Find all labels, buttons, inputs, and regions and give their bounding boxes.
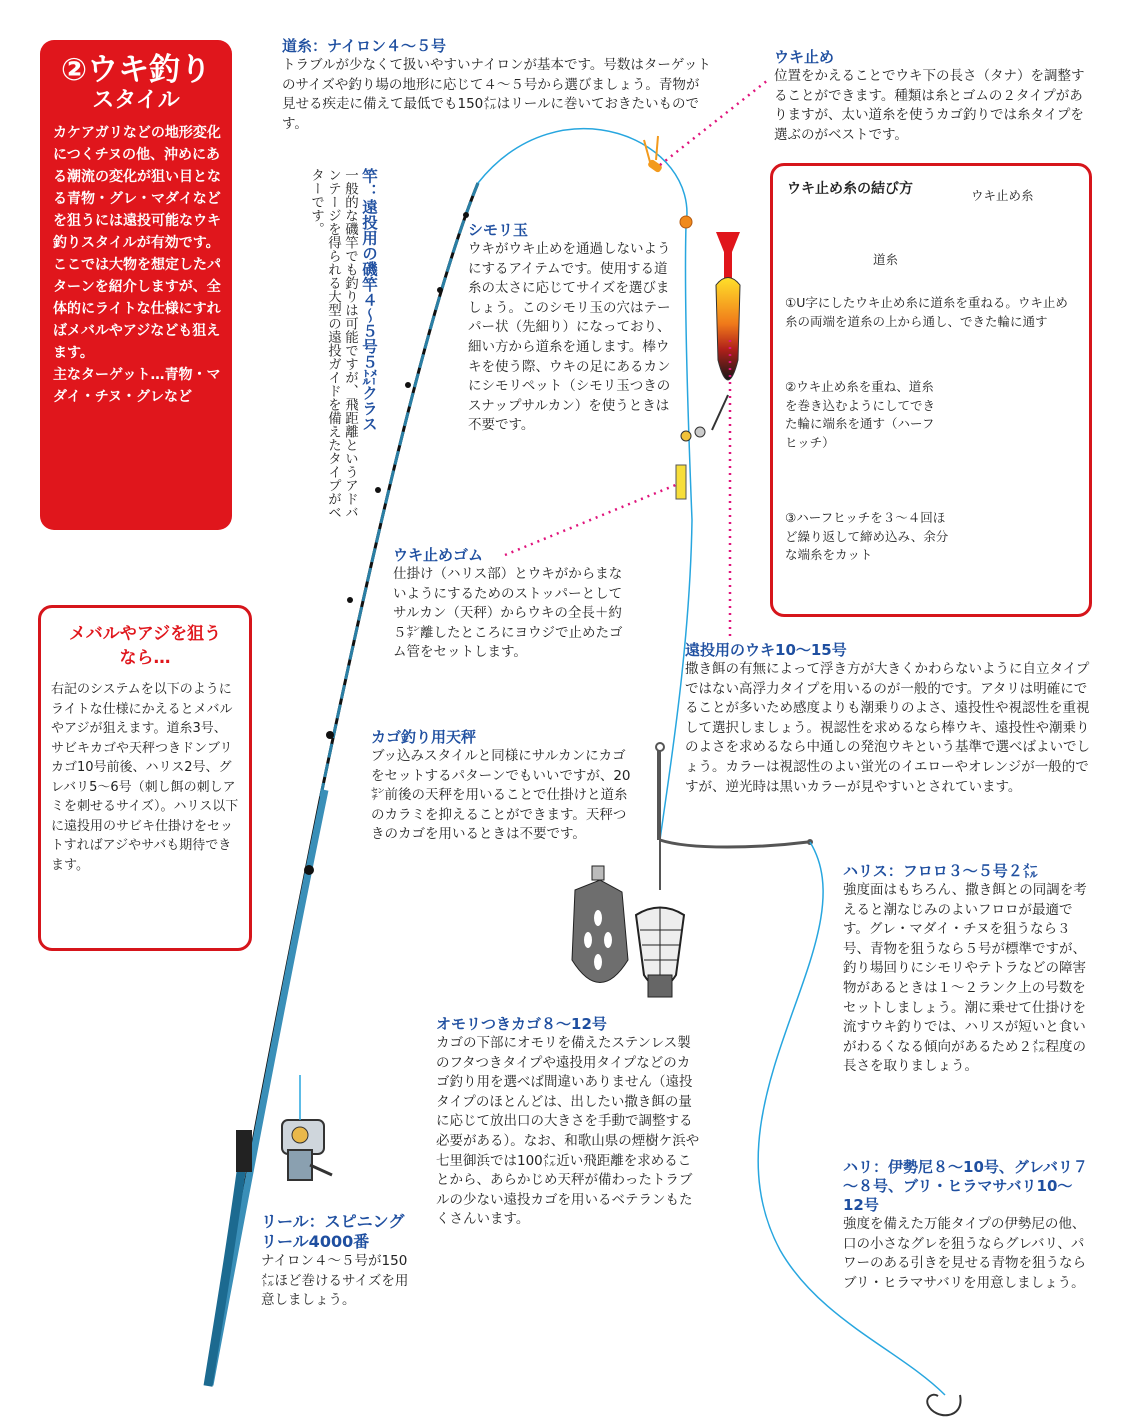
- knot-step-1: ①U字にしたウキ止め糸に道糸を重ねる。ウキ止め糸の両端を道糸の上から通し、できた輪に通す: [785, 295, 1068, 329]
- tenbin-body: ブッ込みスタイルと同様にサルカンにカゴをセットするパターンでもいいですが、20㌢前後の天秤を用いることで仕掛けと道糸のカラミを抑えることができます。天秤つきのカゴを用いるときは不要です。: [371, 748, 631, 843]
- knot-label-ukidome: ウキ止め糸: [971, 188, 1034, 203]
- panel-subtitle: スタイル: [92, 88, 180, 113]
- michiito-callout: [282, 37, 712, 134]
- ukidome-title: ウキ止め: [774, 48, 835, 66]
- knot-label-michiito: 道糸: [873, 252, 899, 267]
- knot-step-3: ③ハーフヒッチを３～４回ほど繰り返して締め込み、余分な端糸をカット: [785, 510, 949, 562]
- shimori-bead: [680, 216, 692, 228]
- reel-body: ナイロン４～５号が150㍍ほど巻けるサイズを用意しましょう。: [261, 1253, 409, 1309]
- gomu-title: ウキ止めゴム: [393, 546, 484, 564]
- hook-callout: [843, 1158, 1093, 1293]
- panel-title: ②ウキ釣り: [60, 52, 212, 88]
- rod-title: 竿：遠投用の磯竿４～５号５㍍クラス: [360, 168, 378, 432]
- rubber-stopper: [676, 465, 686, 499]
- shimori-callout: [468, 221, 672, 436]
- tenbin-title: カゴ釣り用天秤: [371, 728, 477, 746]
- rod-callout: [272, 168, 380, 528]
- tenbin-cage: [636, 908, 684, 998]
- style-panel: [40, 40, 232, 530]
- harisu-title: ハリス：フロロ３～５号２㍍: [843, 862, 1038, 880]
- float: [681, 232, 740, 441]
- panel-body: カケアガリなどの地形変化につくチヌの他、沖めにある潮流の変化が狙い目となる青物・グレ・マダイなどを狙うには遠投可能なウキ釣りスタイルが有効です。ここでは大物を想定したパターンを紹介しますが、全体的にライトな仕様にすればメバルやアジなども狙えます。: [53, 125, 221, 361]
- gomu-callout: [393, 546, 627, 663]
- shimori-title: シモリ玉: [468, 221, 529, 239]
- mebaru-box: [38, 605, 252, 951]
- knot-title: ウキ止め糸の結び方: [787, 181, 913, 197]
- weighted-cage: [572, 866, 628, 983]
- spinning-reel: [236, 1075, 332, 1180]
- michiito-body: トラブルが少なくて扱いやすいナイロンが基本です。号数はターゲットのサイズや釣り場の地形に応じて４～５号から選びましょう。青物が見せる疾走に備えて最低でも150㍍はリールに巻いておきたいものです。: [282, 57, 711, 132]
- knot-step-2: ②ウキ止め糸を重ね、道糸を巻き込むようにしてできた輪に端糸を通す（ハーフヒッチ）: [785, 379, 936, 450]
- gomu-body: 仕掛け（ハリス部）とウキがからまないようにするためのストッパーとしてサルカン（天秤）からウキの全長＋約５㌢離したところにヨウジで止めたゴム管をセットします。: [393, 566, 623, 661]
- mebaru-title: メバルやアジを狙うなら…: [68, 624, 222, 668]
- rod-body: 一般的な磯竿でも釣りは可能ですが、飛距離というアドバンテージを得られる大型の遠投ガイドを備えたタイプがベターです。: [308, 168, 358, 519]
- cage-body: カゴの下部にオモリを備えたステンレス製のフタつきタイプや遠投用タイプなどのカゴ釣り用を選べば間違いありません（遠投タイプのほとんどは、出したい撒き餌の量に応じて放出口の大きさを手動で調整する必要がある）。なお、和歌山県の煙樹ケ浜や七里御浜では100㍍近い飛距離を求めることから、あらかじめ天秤が備わったトラブルの少ない遠投カゴを用いるベテランもたくさんいます。: [436, 1035, 700, 1228]
- reel-title: リール：スピニングリール4000番: [261, 1212, 405, 1251]
- mebaru-body: 右記のシステムを以下のようにライトな仕様にかえるとメバルやアジが狙えます。道糸3号、サビキカゴや天秤つきドンブリカゴ10号前後、ハリス2号、グレバリ5～6号（刺し餌の刺しアミを刺せるサイズ）。ハリス以下に遠投用のサビキ仕掛けをセットすればアジやサバも期待できます。: [51, 682, 239, 873]
- harisu-body: 強度面はもちろん、撒き餌との同調を考えると潮なじみのよいフロロが最適です。グレ・マダイ・チヌを狙うなら３号、青物を狙うなら５号が標準ですが、釣り場回りにシモリやテトラなどの障害物があるときは１～２ランク上の号数をセットしましょう。潮に乗せて仕掛けを流すウキ釣りでは、ハリスが短いと食いがわるくなる傾向があるため２㍍程度の長さを取りましょう。: [843, 882, 1087, 1075]
- uki-stopper-knot: [644, 136, 663, 173]
- ukidome-callout: [774, 48, 1092, 145]
- reel-callout: [261, 1212, 413, 1311]
- knot-box: [770, 163, 1092, 617]
- harisu-callout: [843, 862, 1093, 1077]
- cage-title: オモリつきカゴ８～12号: [436, 1015, 607, 1033]
- panel-targets: 主なターゲット…青物・マダイ・チヌ・グレなど: [53, 367, 221, 405]
- float-callout: [685, 641, 1092, 797]
- tenbin-callout: [371, 728, 634, 845]
- float-body: 撒き餌の有無によって浮き方が大きくかわらないように自立タイプではない高浮力タイプを用いるのが一般的です。アタリは明確にでることが多いため感度よりも潮乗りのよさ、遠投性や視認性を重視して選択しましょう。視認性を求めるなら棒ウキ、遠投性や潮乗りのよさを求めるなら中通しの発泡ウキという基準で選べばよいでしょう。カラーは視認性のよい蛍光のイエローやオレンジが一般的ですが、逆光時は黒いカラーが見やすいとされています。: [685, 661, 1090, 795]
- float-title: 遠投用のウキ10～15号: [685, 641, 847, 659]
- michiito-title: 道糸：ナイロン４～５号: [282, 37, 446, 55]
- ukidome-body: 位置をかえることでウキ下の長さ（タナ）を調整することができます。種類は糸とゴムの２タイプがありますが、太い道糸を使うカゴ釣りでは糸タイプを選ぶのがベストです。: [774, 68, 1085, 143]
- cage-callout: [436, 1015, 700, 1230]
- hook: [927, 1395, 960, 1416]
- hook-body: 強度を備えた万能タイプの伊勢尼の他、口の小さなグレを狙うならグレバリ、パワーのある引きを見せる青物を狙うならブリ・ヒラマサバリを用意しましょう。: [843, 1216, 1086, 1291]
- shimori-body: ウキがウキ止めを通過しないようにするアイテムです。使用する道糸の太さに応じてサイズを選びましょう。このシモリ玉の穴はテーパー状（先細り）になっており、細い方から道糸を通します。棒ウキを使う際、ウキの足にあるカンにシモリペット（シモリ玉つきのスナップサルカン）を使うときは不要です。: [468, 241, 671, 434]
- hook-title: ハリ：伊勢尼８～10号、グレバリ７～８号、ブリ・ヒラマサバリ10～12号: [843, 1158, 1088, 1214]
